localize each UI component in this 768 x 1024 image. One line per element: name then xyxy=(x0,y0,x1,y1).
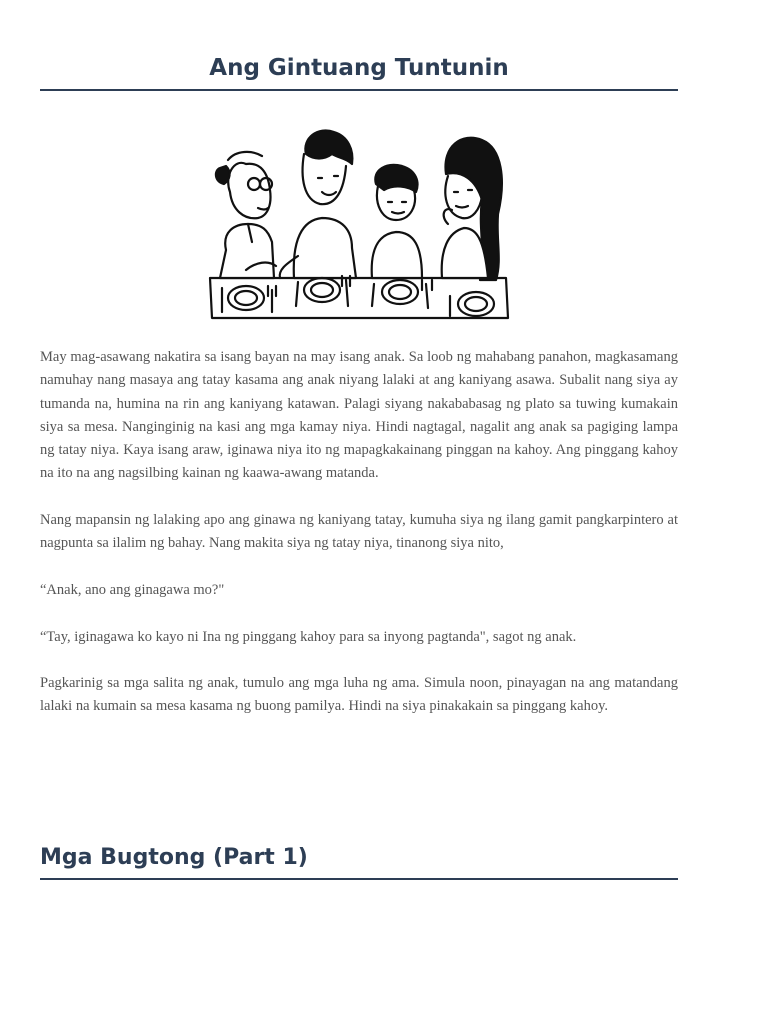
story-paragraph-1: May mag-asawang nakatira sa isang bayan na may isang anak. Sa loob ng mahabang panahon, magkasamang namuhay nang masaya ang tatay kasama ang anak niyang lalaki at ang kaniyang asawa. Subalit nang siya ay tumanda na, humina na rin ang kaniyang katawan. Palagi siyang nakababasag ng plato sa tuwing kumakain siya sa mesa. Nanginginig na kasi ang mga kamay niya. Hindi nagtagal, nagalit ang anak sa pagiging lampa ng tatay niya. Kaya isang araw, iginawa niya ito ng mapagkakainang pinggan na kahoy. Ang pinggang kahoy na ito na ang nagsilbing kainan ng kaawa-awang matanda. xyxy=(40,349,678,482)
story-body xyxy=(40,346,678,742)
family-dinner-illustration-icon xyxy=(206,120,512,324)
story-paragraph-2: Nang mapansin ng lalaking apo ang ginawa ng kaniyang tatay, kumuha siya ng ilang gamit pangkarpintero at nagpunta sa ilalim ng bahay. Nang makita siya ng tatay niya, tinanong siya nito, xyxy=(40,512,678,552)
section-heading: Mga Bugtong (Part 1) xyxy=(40,845,308,870)
story-paragraph-4: “Tay, iginagawa ko kayo ni Ina ng pinggang kahoy para sa inyong pagtanda", sagot ng anak. xyxy=(40,628,577,645)
story-paragraph-3: “Anak, ano ang ginagawa mo?" xyxy=(40,581,225,598)
story-title: Ang Gintuang Tuntunin xyxy=(209,55,509,81)
story-paragraph-5: Pagkarinig sa mga salita ng anak, tumulo ang mga luha ng ama. Simula noon, pinayagan na ang matandang lalaki na kumain sa mesa kasama ng buong pamilya. Hindi na siya pinakakain sa pinggang kahoy. xyxy=(40,675,678,715)
title-divider xyxy=(40,89,678,91)
section-divider xyxy=(40,878,678,880)
document-page xyxy=(40,0,678,1024)
